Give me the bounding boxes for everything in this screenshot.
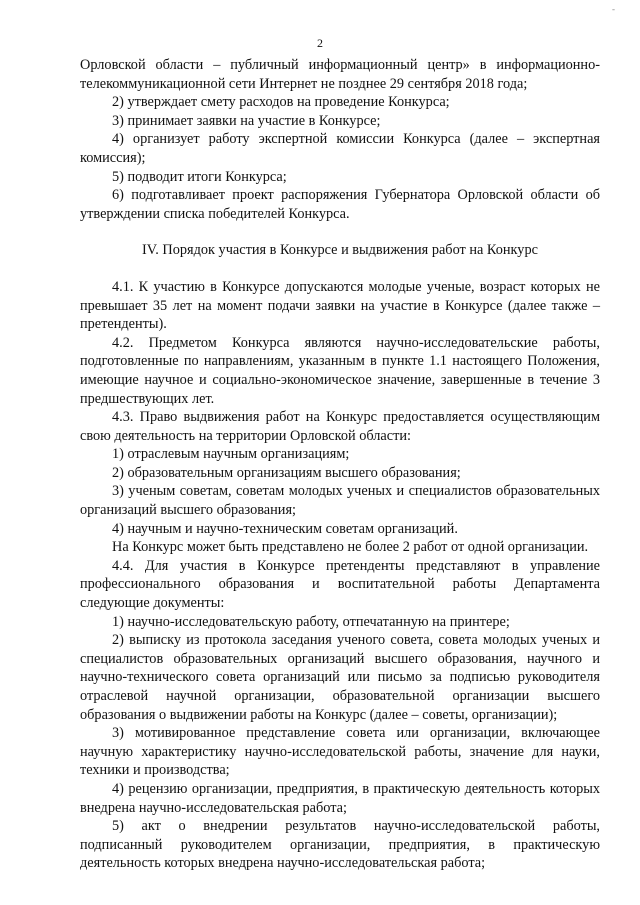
- list-item: 1) научно-исследовательскую работу, отпечатанную на принтере;: [112, 613, 510, 630]
- clause-4-1: 4.1. К участию в Конкурсе допускаются молодые ученые, возраст которых не превышает 35 лет на момент подачи заявки на участие в Конкурсе (далее также – претенденты).: [80, 278, 600, 333]
- paragraph-continuation: Орловской области – публичный информационный центр» в информационно-телекоммуникационной сети Интернет не позднее 29 сентября 2018 года;: [80, 57, 600, 92]
- list-item: 6) подготавливает проект распоряжения Губернатора Орловской области об утверждении списка победителей Конкурса.: [80, 187, 600, 222]
- list-item: 5) акт о внедрении результатов научно-исследовательской работы, подписанный руководителем организации, предприятия, в практическую деятельность которых внедрена научно-исследовательская работа;: [80, 818, 600, 872]
- clause-4-3: 4.3. Право выдвижения работ на Конкурс предоставляется осуществляющим свою деятельность на территории Орловской области:: [80, 409, 600, 444]
- section-heading: IV. Порядок участия в Конкурсе и выдвижения работ на Конкурс: [142, 242, 538, 259]
- list-item: 4) рецензию организации, предприятия, в практическую деятельность которых внедрена научно-исследовательская работа;: [80, 780, 600, 816]
- list-item: 3) ученым советам, советам молодых ученых и специалистов образовательных организаций высшего образования;: [80, 483, 600, 519]
- clause-4-2: 4.2. Предметом Конкурса являются научно-исследовательские работы, подготовленные по направлениям, указанным в пункте 1.1 настоящего Положения, имеющие научное и социально-экономическое значение, завершенные в течение 3 предшествующих лет.: [80, 334, 600, 407]
- list-item: 4) организует работу экспертной комиссии Конкурса (далее – экспертная комиссия);: [80, 131, 600, 166]
- document-body: [80, 56, 600, 873]
- list-item: 3) мотивированное представление совета или организации, включающее научную характеристику научно-исследовательской работы, значение для науки, техники и производства;: [80, 725, 600, 779]
- list-item: 3) принимает заявки на участие в Конкурсе;: [112, 112, 381, 129]
- list-item: 2) образовательным организациям высшего образования;: [112, 464, 461, 481]
- list-item: 2) выписку из протокола заседания ученого совета, совета молодых ученых и специалистов образовательных организаций высшего образования, научного и научно-технического совета организаций или письмо за подписью руководителя отраслевой научной организации, образовательной организации высшего образования о выдвижении работы на Конкурс (далее – советы, организации);: [80, 632, 600, 723]
- list-item: 2) утверждает смету расходов на проведение Конкурса;: [112, 94, 450, 111]
- paragraph: На Конкурс может быть представлено не более 2 работ от одной организации.: [112, 539, 589, 556]
- list-item: 1) отраслевым научным организациям;: [112, 446, 350, 463]
- page-number: 2: [317, 36, 323, 50]
- clause-4-4: 4.4. Для участия в Конкурсе претенденты представляют в управление профессионального образования и воспитательной работы Департамента следующие документы:: [80, 557, 600, 612]
- corner-mark: -: [612, 4, 615, 14]
- list-item: 5) подводит итоги Конкурса;: [112, 168, 287, 185]
- list-item: 4) научным и научно-техническим советам организаций.: [112, 520, 458, 537]
